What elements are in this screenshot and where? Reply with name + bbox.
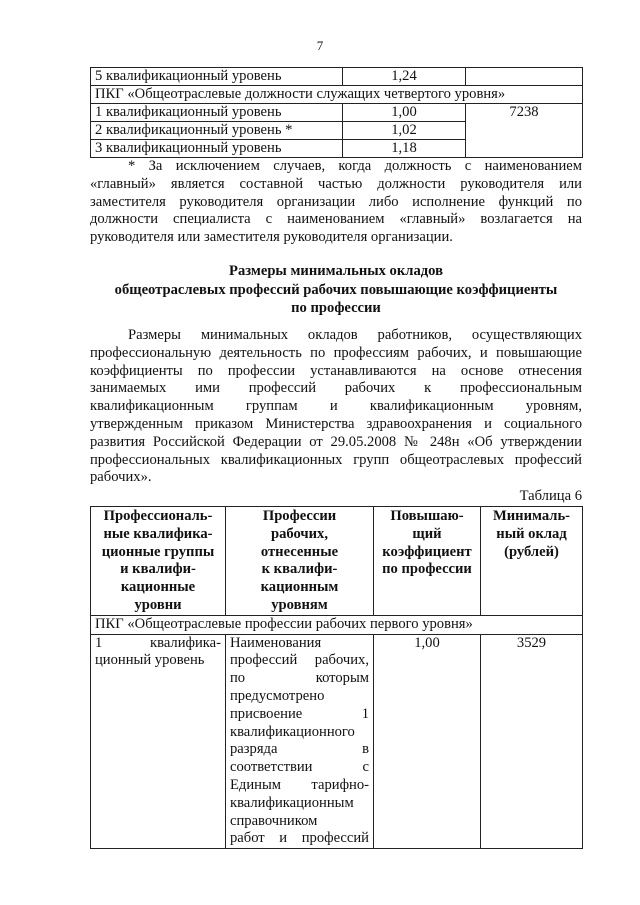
group-row (91, 86, 583, 104)
table-row (91, 634, 583, 849)
level-cell: 2 квалификационный уровень * (91, 122, 343, 140)
level-cell: 1 квалификационный уровень (91, 104, 343, 122)
text-line: Размеры минимальных окладов работников, осуществляющих (128, 327, 582, 343)
table-row (91, 68, 583, 86)
coef-cell: 1,00 (343, 104, 466, 122)
header-coefficient: Повышаю- щий коэффициент по профессии (374, 507, 481, 616)
table-row (91, 104, 583, 122)
coef-cell: 1,02 (343, 122, 466, 140)
text-line: профессиональную деятельность по профессиям рабочих, и повышающие (90, 344, 582, 361)
group-cell: ПКГ «Общеотраслевые должности служащих четвертого уровня» (91, 86, 583, 104)
page-number: 7 (316, 38, 324, 53)
group-row (91, 615, 583, 634)
text-line: коэффициенты по профессии устанавливаются на основе отнесения (90, 362, 582, 379)
level-cell: 5 квалификационный уровень (91, 68, 343, 86)
level-cell: 3 квалификационный уровень (91, 140, 343, 158)
text-line: «главный» является составной частью должности руководителя или (90, 175, 582, 192)
salary-cell: 7238 (466, 104, 583, 158)
table-caption: Таблица 6 (519, 488, 582, 504)
heading-line: общеотраслевых профессий рабочих повышающие коэффициенты (114, 281, 558, 298)
text-line: занимаемых ими профессий рабочих к профессиональным (90, 380, 582, 397)
header-min-salary: Минималь- ный оклад (рублей) (481, 507, 583, 616)
text-line: руководителя или заместителя руководителя организации. (90, 229, 453, 246)
table-6 (90, 506, 583, 849)
header-qualification-groups: Профессиональ- ные квалифика- ционные группы и квалифи- кационные уровни (91, 507, 226, 616)
professions-cell: Наименования профессий рабочих, по которым предусмотрено присвоение 1 квалификационного разряда в соответствии с Единым тарифно- квалификационным справочником работ и профессий (226, 634, 374, 849)
salary-cell: 3529 (481, 634, 583, 849)
coef-cell: 1,00 (374, 634, 481, 849)
footnote (90, 158, 582, 247)
salary-table-continued (90, 67, 583, 158)
section-heading (90, 262, 582, 318)
coef-cell: 1,24 (343, 68, 466, 86)
coef-cell: 1,18 (343, 140, 466, 158)
text-line: утвержденным приказом Министерства здравоохранения и социального (90, 415, 582, 432)
level-cell: 1 квалифика- ционный уровень (91, 634, 226, 849)
text-line: рабочих». (90, 469, 152, 486)
text-line: развития Российской Федерации от 29.05.2008 № 248н «Об утверждении (90, 433, 582, 450)
text-line: профессиональных квалификационных групп общеотраслевых профессий (90, 451, 582, 468)
heading-line: по профессии (291, 300, 381, 316)
salary-cell (466, 68, 583, 86)
heading-line: Размеры минимальных окладов (229, 263, 443, 279)
header-professions: Профессии рабочих, отнесенные к квалифи- кационным уровням (226, 507, 374, 616)
text-line: должности специалиста с наименованием «главный» возлагается на (90, 211, 582, 228)
text-line: * За исключением случаев, когда должность с наименованием (128, 158, 582, 174)
text-line: заместителя руководителя организации либо исполнение функций по (90, 193, 582, 210)
header-row (91, 507, 583, 616)
body-paragraph (90, 327, 582, 487)
group-cell: ПКГ «Общеотраслевые профессии рабочих первого уровня» (91, 615, 583, 634)
text-line: квалификационным группам и квалификационным уровням, (90, 398, 582, 415)
